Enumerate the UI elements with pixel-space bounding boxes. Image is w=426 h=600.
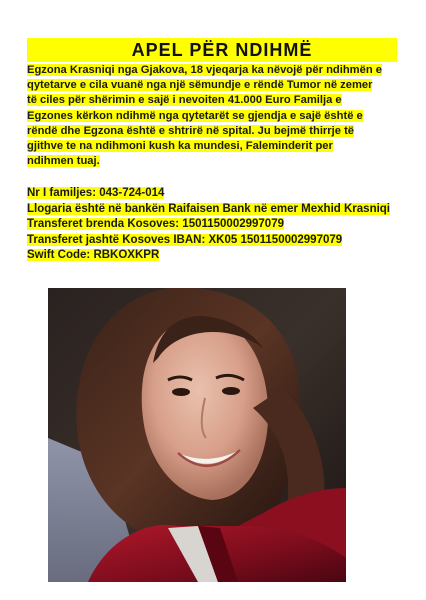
portrait-photo: [48, 288, 346, 582]
international-iban: Transferet jashtë Kosoves IBAN: XK05 1501150002997079: [27, 233, 343, 246]
family-phone-number: Nr I familjes: 043-724-014: [27, 187, 165, 199]
swift-code: Swift Code: RBKOXKPR: [27, 249, 160, 261]
appeal-title: APEL PËR NDIHMË: [27, 38, 397, 62]
paragraph-line: rëndë dhe Egzona është e shtrirë në spital. Ju bejmë thirrje të: [27, 124, 355, 137]
paragraph-line: Egzones kërkon ndihmë nga qytetarët se gjendja e sajë është e: [27, 109, 363, 122]
appeal-paragraph: [27, 63, 395, 169]
paragraph-line: të ciles për shërimin e sajë i nevoiten 41.000 Euro Familja e: [27, 94, 342, 107]
paragraph-line: gjithve te na ndihmoni kush ka mundesi, Faleminderit per: [27, 140, 333, 153]
bank-account-holder: Llogaria është në bankën Raifaisen Bank në emer Mexhid Krasniqi: [27, 202, 391, 215]
paragraph-line: ndihmen tuaj.: [27, 155, 100, 168]
contact-bank-info: [27, 186, 395, 264]
paragraph-line: Egzona Krasniqi nga Gjakova, 18 vjeqarja ka nëvojë për ndihmën e: [27, 64, 383, 76]
portrait-illustration: [48, 288, 346, 582]
paragraph-line: qytetarve e cila vuanë nga një sëmundje e rëndë Tumor në zemer: [27, 79, 373, 92]
domestic-transfer-account: Transferet brenda Kosoves: 1501150002997079: [27, 218, 284, 230]
